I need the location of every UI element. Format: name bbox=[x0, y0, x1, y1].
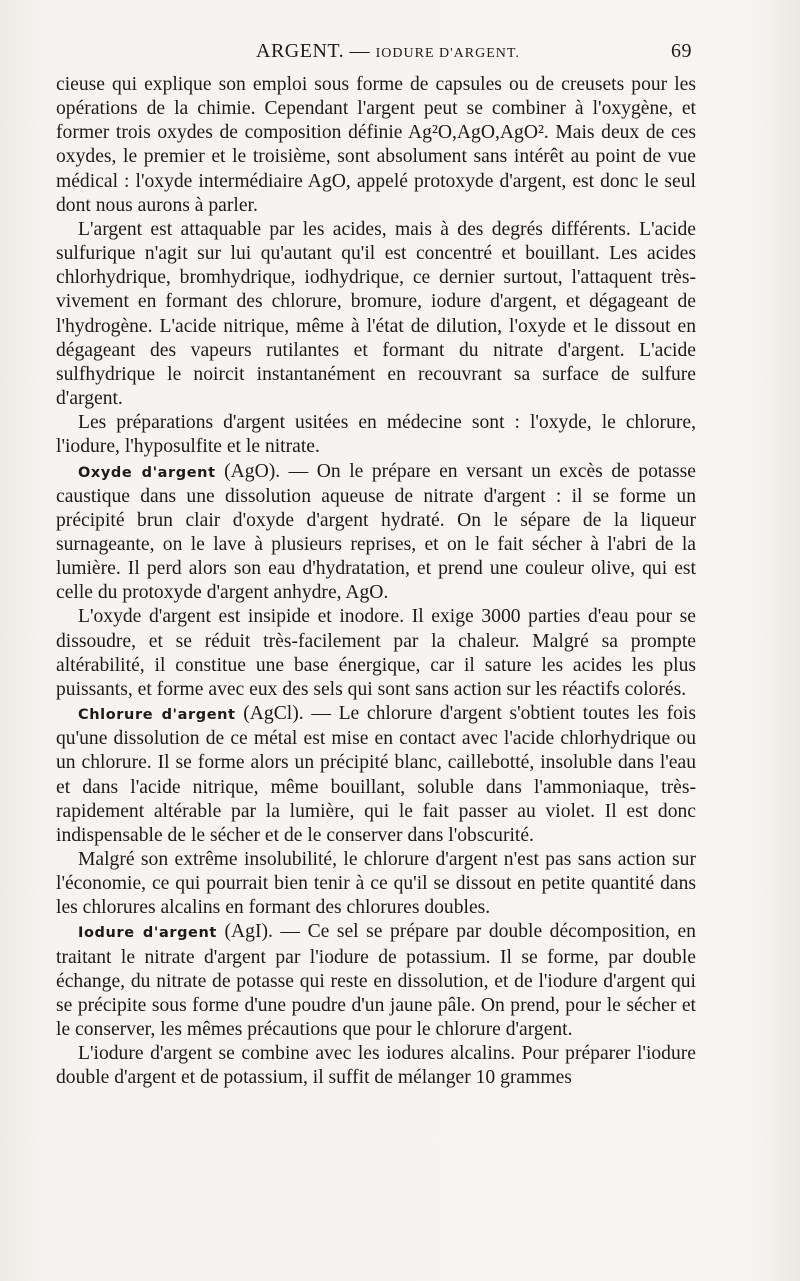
section-text: (AgO). — On le prépare en versant un excès de potasse caustique dans une dissolution aqueuse de nitrate d'argent : il se forme un précipité brun clair d'oxyde d'argent hydraté. On le sépare de la liqueur surnageante, on le lave à plusieurs reprises, et on le fait sécher à l'abri de la lumière. Il perd alors son eau d'hydratation, et prend une couleur olive, qui est celle du protoxyde d'argent anhydre, AgO. bbox=[56, 460, 696, 604]
page-number: 69 bbox=[671, 40, 692, 62]
section-heading: Chlorure d'argent bbox=[78, 707, 236, 724]
section-heading: Iodure d'argent bbox=[78, 925, 217, 942]
page-body bbox=[56, 73, 696, 1091]
running-header bbox=[58, 40, 692, 63]
running-title bbox=[256, 40, 520, 63]
paragraph: L'oxyde d'argent est insipide et inodore. Il exige 3000 parties d'eau pour se dissoudre, et se réduit très-facilement par la chaleur. Malgré sa prompte altérabilité, il constitue une base énergique, car il sature les acides les plus puissants, et forme avec eux des sels qui sont sans action sur les réactifs colorés. bbox=[56, 606, 696, 700]
paragraph: L'argent est attaquable par les acides, mais à des degrés différents. L'acide sulfurique n'agit sur lui qu'autant qu'il est concentré et bouillant. Les acides chlorhydrique, bromhydrique, iodhydrique, ce dernier surtout, l'attaquent très-vivement en formant des chlorure, bromure, iodure d'argent, et dégageant de l'hydrogène. L'acide nitrique, même à l'état de dilution, l'oxyde et le dissout en dégageant des vapeurs rutilantes et formant du nitrate d'argent. L'acide sulfhydrique le noircit instantanément en recouvrant sa surface de sulfure d'argent. bbox=[56, 218, 696, 410]
paragraph: L'iodure d'argent se combine avec les iodures alcalins. Pour préparer l'iodure double d'argent et de potassium, il suffit de mélanger 10 grammes bbox=[56, 1043, 696, 1089]
running-title-sub: IODURE D'ARGENT. bbox=[375, 46, 520, 61]
section-oxyde bbox=[56, 460, 696, 606]
paragraph-continued: cieuse qui explique son emploi sous forme de capsules ou de creusets pour les opérations de la chimie. Cependant l'argent peut se combiner à l'oxygène, et former trois oxydes de composition définie Ag²O,AgO,AgO². Mais deux de ces oxydes, le premier et le troisième, sont absolument sans intérêt au point de vue médical : l'oxyde intermédiaire AgO, appelé protoxyde d'argent, est donc le seul dont nous aurons à parler. bbox=[56, 74, 696, 216]
running-title-separator: — bbox=[344, 40, 376, 62]
paragraph: Malgré son extrême insolubilité, le chlorure d'argent n'est pas sans action sur l'économie, ce qui pourrait bien tenir à ce qu'il se dissout en petite quantité dans les chlorures alcalins en formant des chlorures doubles. bbox=[56, 849, 696, 919]
paragraph: Les préparations d'argent usitées en médecine sont : l'oxyde, le chlorure, l'iodure, l'hyposulfite et le nitrate. bbox=[56, 412, 696, 458]
section-chlorure bbox=[56, 702, 696, 848]
section-text: (AgCl). — Le chlorure d'argent s'obtient toutes les fois qu'une dissolution de ce métal est mise en contact avec l'acide chlorhydrique ou un chlorure. Il se forme alors un précipité blanc, caillebotté, insoluble dans l'eau et dans l'acide nitrique, même bouillant, soluble dans l'ammoniaque, très-rapidement altérable par la lumière, qui le fait passer au violet. Il est donc indispensable de le sécher et de le conserver dans l'obscurité. bbox=[56, 703, 696, 846]
running-title-main: ARGENT. bbox=[256, 40, 345, 62]
section-heading: Oxyde d'argent bbox=[78, 464, 216, 481]
section-text: (AgI). — Ce sel se prépare par double décomposition, en traitant le nitrate d'argent par l'iodure de potassium. Il se forme, par double échange, du nitrate de potasse qui reste en dissolution, et de l'iodure d'argent qui se précipite sous forme d'une poudre d'un jaune pâle. On prend, pour le sécher et le conserver, les mêmes précautions que pour le chlorure d'argent. bbox=[56, 921, 696, 1041]
section-iodure bbox=[56, 920, 696, 1042]
